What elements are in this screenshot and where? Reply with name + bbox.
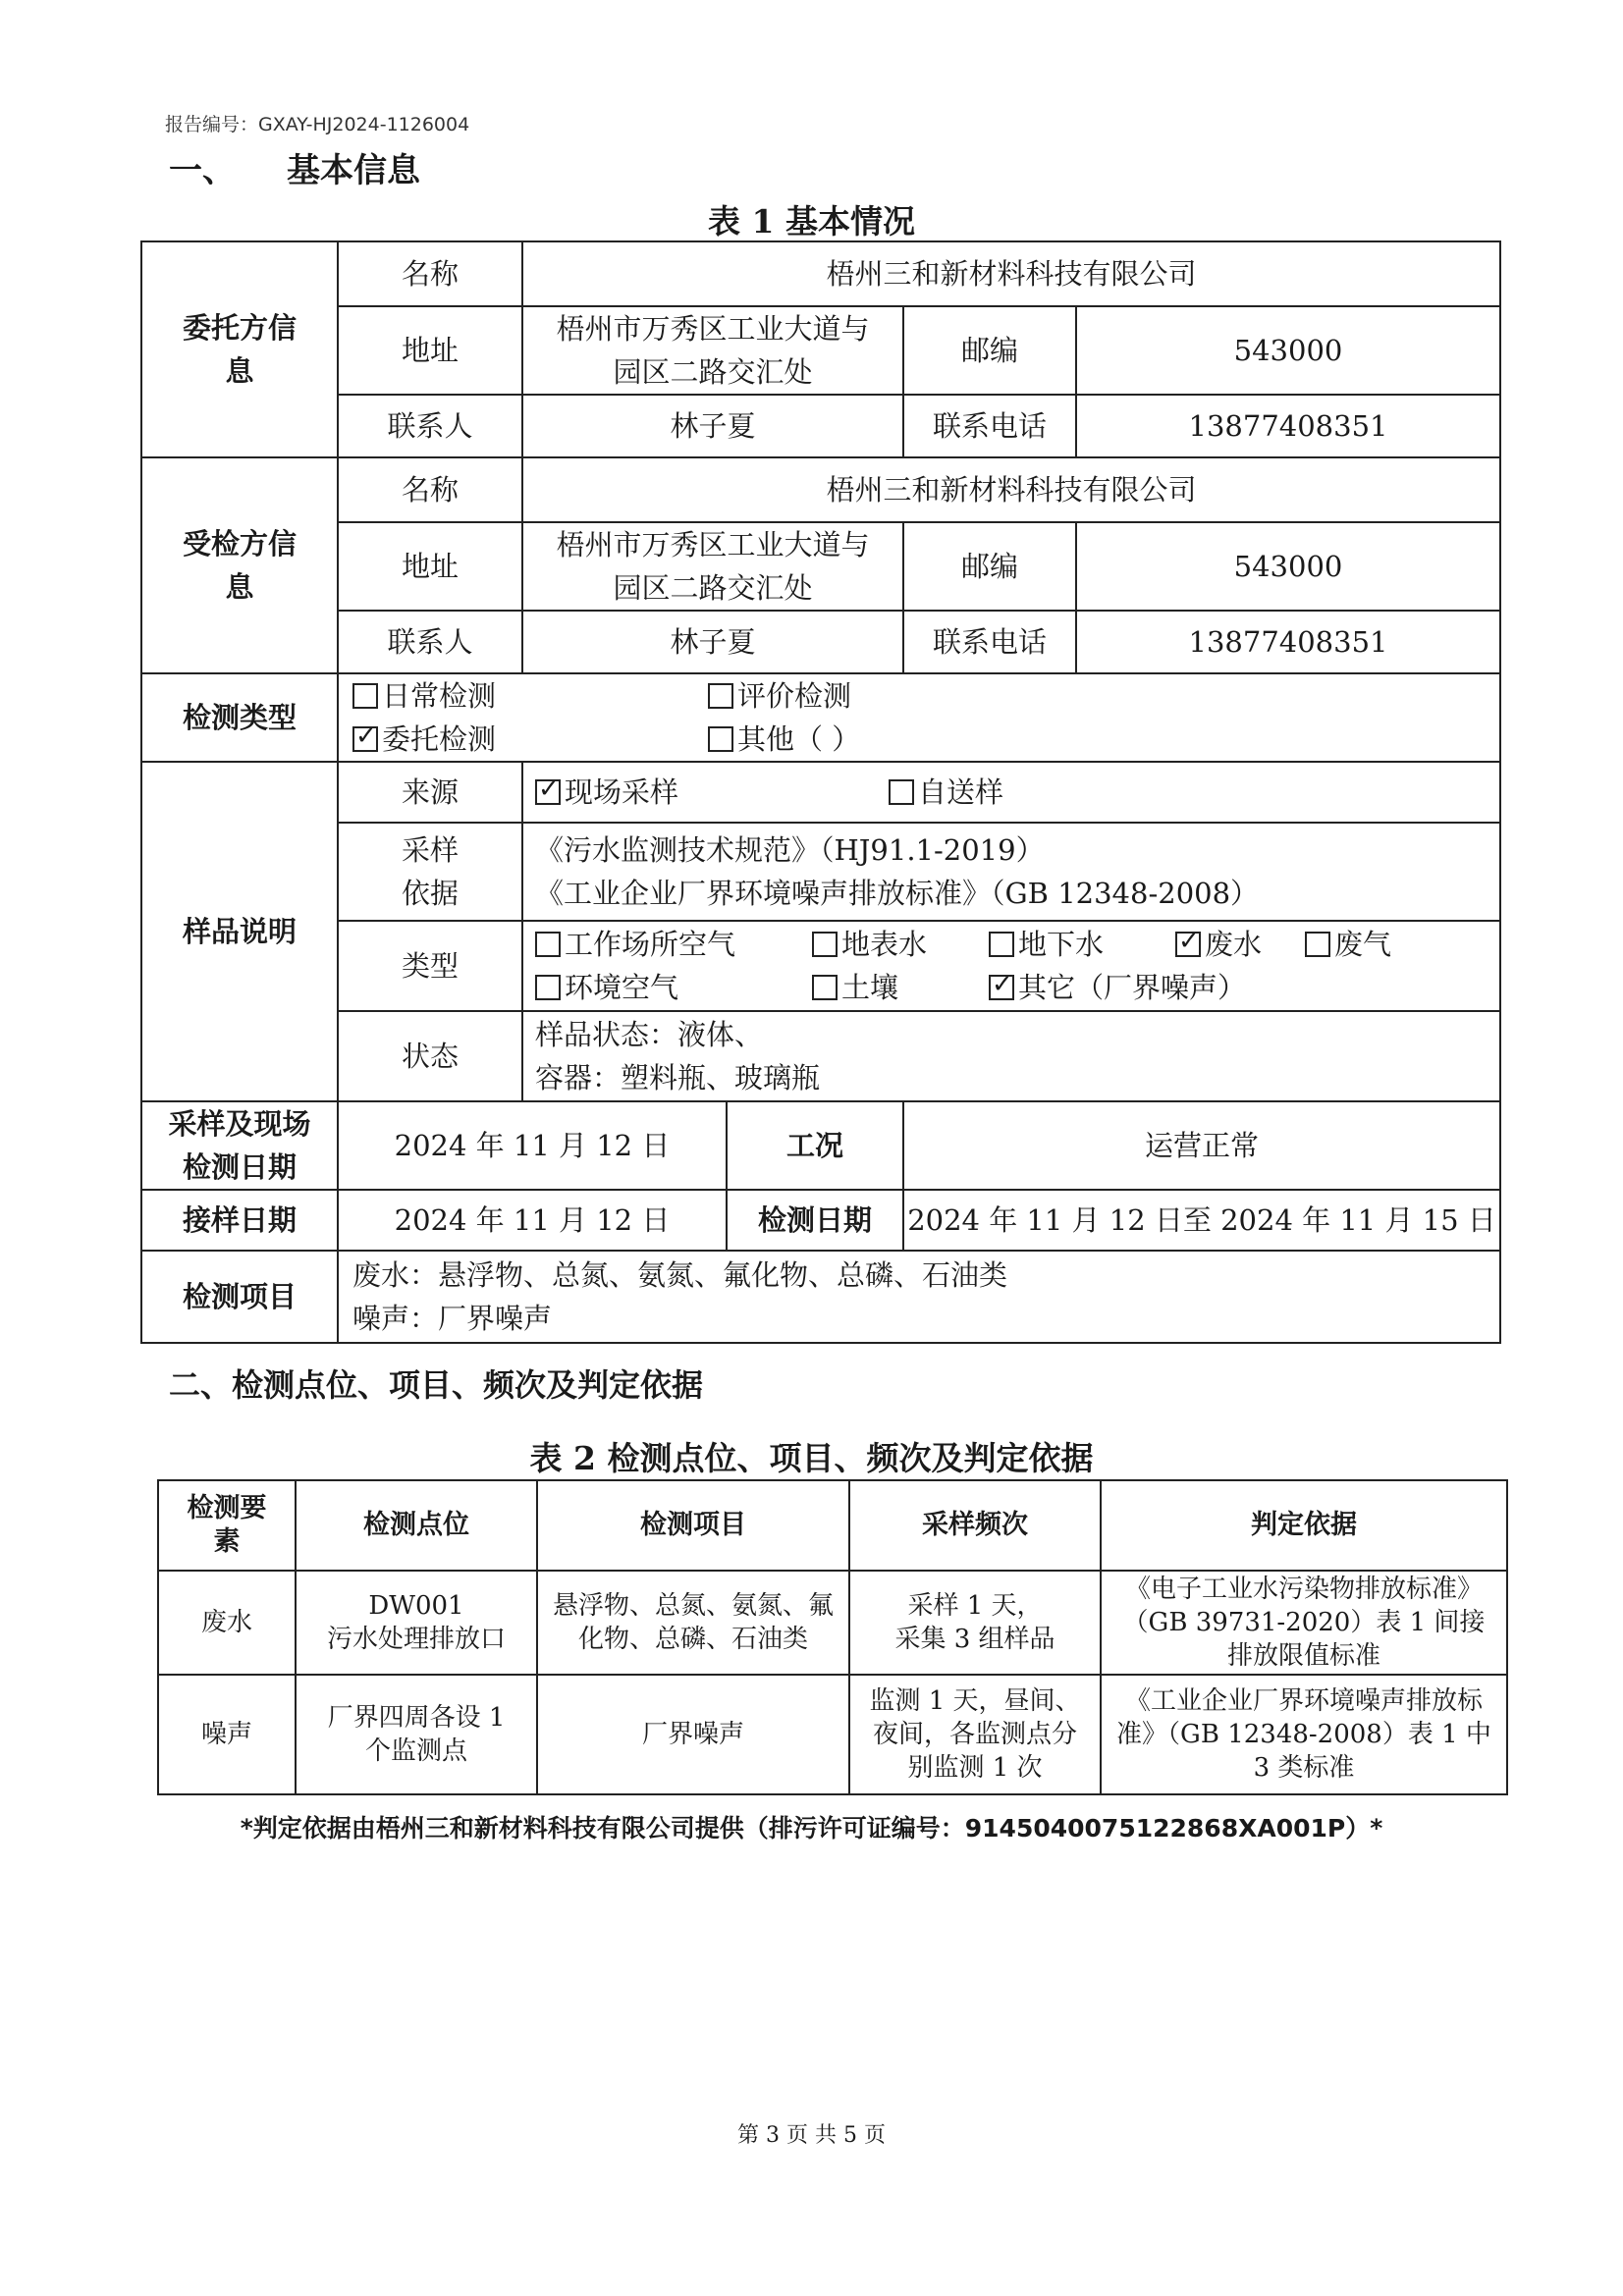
sample-state-label: 状态 <box>338 1011 522 1101</box>
condition: 运营正常 <box>903 1101 1500 1190</box>
daily-test-label: 日常检测 <box>382 679 497 713</box>
test-type-label: 检测类型 <box>141 673 338 762</box>
client-address-label: 地址 <box>338 306 522 395</box>
sample-state-1: 样品状态：液体、 <box>535 1018 764 1051</box>
other-test-checkbox[interactable] <box>708 726 733 752</box>
report-number: 报告编号：GXAY-HJ2024-1126004 <box>165 114 470 135</box>
table-row <box>158 1571 1507 1675</box>
self-delivered-label: 自送样 <box>918 775 1004 809</box>
test-items-label: 检测项目 <box>141 1251 338 1343</box>
header-frequency: 采样频次 <box>849 1480 1101 1571</box>
row-element: 废水 <box>158 1571 296 1675</box>
sample-state-2: 容器：塑料瓶、玻璃瓶 <box>535 1061 821 1095</box>
other-noise-label: 其它（厂界噪声） <box>1018 971 1247 1004</box>
test-date-label: 检测日期 <box>727 1190 903 1251</box>
waste-gas-checkbox[interactable] <box>1305 932 1330 957</box>
commission-test-checkbox[interactable] <box>352 726 378 752</box>
sampling-basis <box>522 823 1500 921</box>
groundwater-checkbox[interactable] <box>989 932 1014 957</box>
row-items: 悬浮物、总氮、氨氮、氟化物、总磷、石油类 <box>537 1571 849 1675</box>
receive-date: 2024 年 11 月 12 日 <box>338 1190 727 1251</box>
surface-water-checkbox[interactable] <box>812 932 838 957</box>
section-1-title: 基本信息 <box>287 151 420 190</box>
groundwater-label: 地下水 <box>1018 928 1105 961</box>
client-contact: 林子夏 <box>522 395 903 457</box>
eval-test-checkbox[interactable] <box>708 683 733 709</box>
test-items-noise: 噪声：厂界噪声 <box>352 1302 553 1335</box>
inspected-postcode: 543000 <box>1076 522 1500 611</box>
source-label: 来源 <box>338 762 522 823</box>
inspected-address-label: 地址 <box>338 522 522 611</box>
row-point: 厂界四周各设 1 个监测点 <box>296 1675 537 1794</box>
sampling-basis-2: 《工业企业厂界环境噪声排放标准》（GB 12348-2008） <box>535 877 1260 910</box>
inspected-name: 梧州三和新材料科技有限公司 <box>522 457 1500 522</box>
inspected-phone: 13877408351 <box>1076 611 1500 673</box>
test-items <box>338 1251 1500 1343</box>
sampling-date: 2024 年 11 月 12 日 <box>338 1101 727 1190</box>
test-date: 2024 年 11 月 12 日至 2024 年 11 月 15 日 <box>903 1190 1500 1251</box>
site-sampling-checkbox[interactable] <box>535 779 561 805</box>
workplace-air-label: 工作场所空气 <box>565 928 736 961</box>
client-address: 梧州市万秀区工业大道与园区二路交汇处 <box>522 306 903 395</box>
row-items: 厂界噪声 <box>537 1675 849 1794</box>
table-2-caption: 表 2 检测点位、项目、频次及判定依据 <box>529 1439 1094 1477</box>
sample-type-options <box>522 921 1500 1011</box>
page-number: 第 3 页 共 5 页 <box>737 2123 886 2148</box>
test-points-table <box>157 1479 1508 1795</box>
section-1-number: 一、 <box>169 151 236 190</box>
section-1-heading <box>169 143 420 191</box>
receive-date-label: 接样日期 <box>141 1190 338 1251</box>
client-postcode-label: 邮编 <box>903 306 1076 395</box>
table-1-caption: 表 1 基本情况 <box>708 202 915 240</box>
client-info-label: 委托方信息 <box>141 241 338 457</box>
client-name-label: 名称 <box>338 241 522 306</box>
client-phone-label: 联系电话 <box>903 395 1076 457</box>
footnote: *判定依据由梧州三和新材料科技有限公司提供（排污许可证编号：9145040075122868XA001P）* <box>240 1814 1383 1842</box>
sample-state <box>522 1011 1500 1101</box>
inspected-info-label: 受检方信息 <box>141 457 338 673</box>
sample-type-label: 类型 <box>338 921 522 1011</box>
sampling-basis-1: 《污水监测技术规范》（HJ91.1-2019） <box>535 833 1045 867</box>
wastewater-checkbox[interactable] <box>1175 932 1201 957</box>
row-basis: 《电子工业水污染物排放标准》（GB 39731-2020）表 1 间接排放限值标准 <box>1101 1571 1507 1675</box>
sample-desc-label: 样品说明 <box>141 762 338 1101</box>
table-row <box>158 1675 1507 1794</box>
client-phone: 13877408351 <box>1076 395 1500 457</box>
other-noise-checkbox[interactable] <box>989 975 1014 1000</box>
ambient-air-checkbox[interactable] <box>535 975 561 1000</box>
row-basis: 《工业企业厂界环境噪声排放标准》（GB 12348-2008）表 1 中 3 类标准 <box>1101 1675 1507 1794</box>
wastewater-label: 废水 <box>1205 928 1263 961</box>
header-point: 检测点位 <box>296 1480 537 1571</box>
ambient-air-label: 环境空气 <box>565 971 679 1004</box>
row-point: DW001 污水处理排放口 <box>296 1571 537 1675</box>
self-delivered-checkbox[interactable] <box>889 779 914 805</box>
inspected-name-label: 名称 <box>338 457 522 522</box>
soil-label: 土壤 <box>841 971 899 1004</box>
row-frequency: 监测 1 天，昼间、夜间，各监测点分别监测 1 次 <box>849 1675 1101 1794</box>
waste-gas-label: 废气 <box>1334 928 1392 961</box>
inspected-postcode-label: 邮编 <box>903 522 1076 611</box>
client-contact-label: 联系人 <box>338 395 522 457</box>
basic-info-table <box>140 240 1501 1344</box>
inspected-phone-label: 联系电话 <box>903 611 1076 673</box>
commission-test-label: 委托检测 <box>382 722 497 756</box>
source-options <box>522 762 1500 823</box>
condition-label: 工况 <box>727 1101 903 1190</box>
header-items: 检测项目 <box>537 1480 849 1571</box>
inspected-address: 梧州市万秀区工业大道与园区二路交汇处 <box>522 522 903 611</box>
header-basis: 判定依据 <box>1101 1480 1507 1571</box>
daily-test-checkbox[interactable] <box>352 683 378 709</box>
surface-water-label: 地表水 <box>841 928 928 961</box>
row-element: 噪声 <box>158 1675 296 1794</box>
client-postcode: 543000 <box>1076 306 1500 395</box>
inspected-contact: 林子夏 <box>522 611 903 673</box>
soil-checkbox[interactable] <box>812 975 838 1000</box>
sampling-date-label: 采样及现场检测日期 <box>141 1101 338 1190</box>
site-sampling-label: 现场采样 <box>565 775 679 809</box>
eval-test-label: 评价检测 <box>737 679 852 713</box>
inspected-contact-label: 联系人 <box>338 611 522 673</box>
section-2-heading: 二、检测点位、项目、频次及判定依据 <box>169 1366 704 1404</box>
test-type-options <box>338 673 1500 762</box>
workplace-air-checkbox[interactable] <box>535 932 561 957</box>
client-name: 梧州三和新材料科技有限公司 <box>522 241 1500 306</box>
other-test-label: 其他（ ） <box>737 722 861 756</box>
test-items-wastewater: 废水：悬浮物、总氮、氨氮、氟化物、总磷、石油类 <box>352 1258 1008 1292</box>
row-frequency: 采样 1 天， 采集 3 组样品 <box>849 1571 1101 1675</box>
header-element: 检测要素 <box>158 1480 296 1571</box>
sampling-basis-label: 采样依据 <box>338 823 522 921</box>
